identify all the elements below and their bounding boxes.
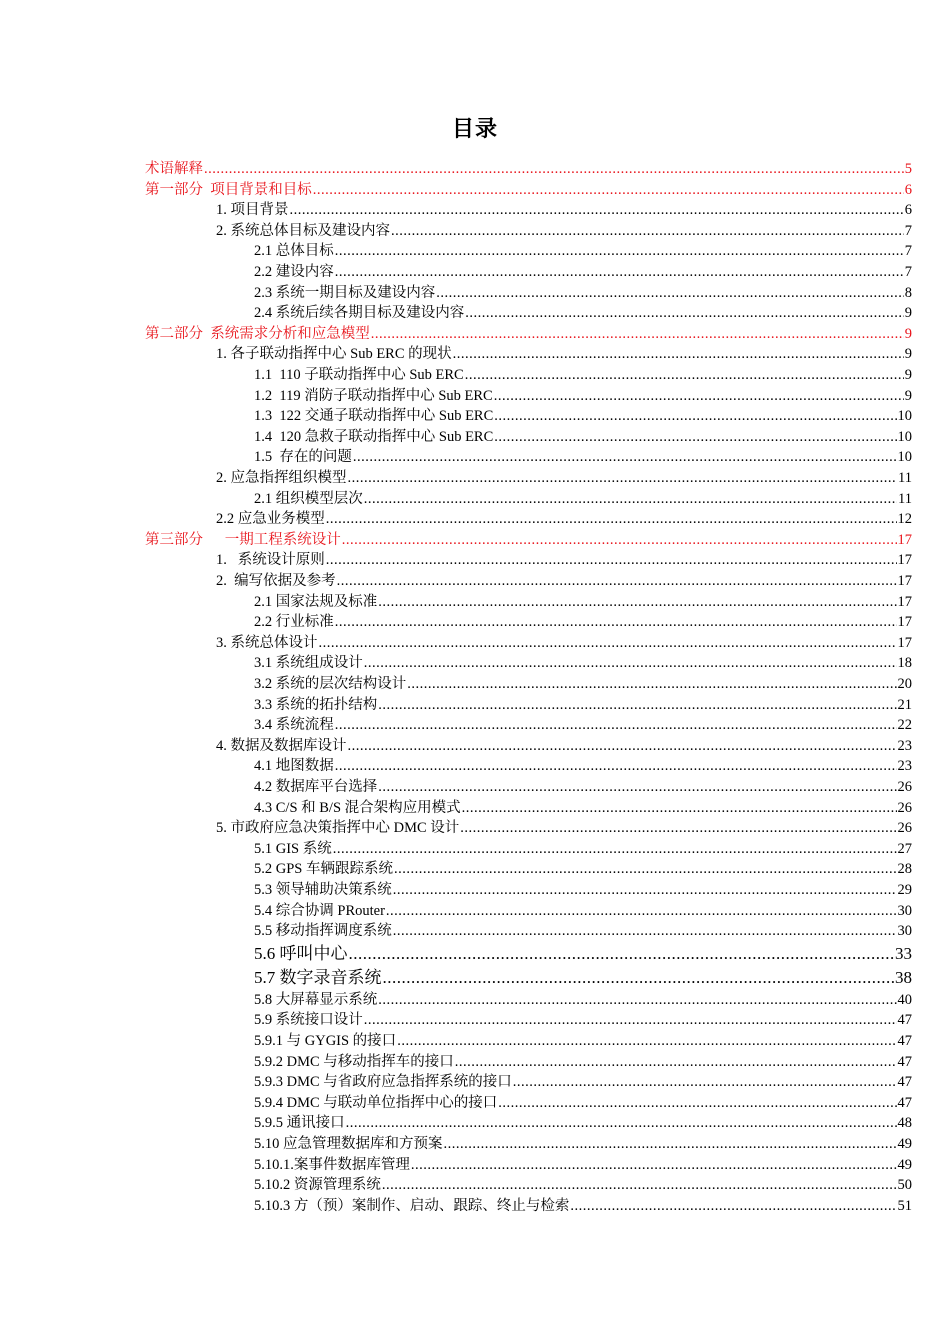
toc-page-number: 7	[904, 222, 912, 239]
toc-entry[interactable]	[216, 819, 912, 837]
toc-dot-leader	[364, 1011, 897, 1029]
toc-page-number: 28	[897, 861, 912, 878]
toc-page-number: 7	[904, 264, 912, 280]
toc-dot-leader	[335, 613, 897, 631]
toc-page-number: 29	[897, 882, 912, 898]
toc-entry[interactable]	[254, 284, 912, 302]
toc-page-number: 7	[904, 243, 912, 260]
toc-entry[interactable]	[254, 1176, 912, 1194]
toc-entry[interactable]	[254, 860, 912, 878]
toc-entry-label: 5.1 GIS 系统	[254, 840, 332, 857]
toc-dot-leader	[462, 799, 897, 817]
toc-dot-leader	[335, 263, 904, 281]
toc-entry-label: 5.2 GPS 车辆跟踪系统	[254, 861, 393, 878]
toc-entry-label: 5.9.2 DMC 与移动指挥车的接口	[254, 1053, 454, 1070]
toc-dot-leader	[436, 284, 904, 302]
toc-dot-leader	[337, 572, 897, 590]
toc-entry[interactable]	[145, 181, 912, 199]
toc-entry-label: 术语解释	[145, 161, 203, 177]
toc-entry[interactable]	[216, 572, 912, 590]
toc-entry[interactable]	[145, 531, 912, 549]
toc-entry-label: 5. 市政府应急决策指挥中心 DMC 设计	[216, 820, 460, 837]
toc-entry-label: 3.3 系统的拓扑结构	[254, 696, 378, 713]
toc-page-number: 9	[904, 387, 912, 404]
toc-entry-label: 5.8 大屏幕显示系统	[254, 991, 378, 1008]
toc-page-number: 8	[904, 284, 912, 301]
toc-dot-leader	[290, 201, 904, 219]
toc-dot-leader	[494, 428, 896, 446]
toc-entry-label: 3. 系统总体设计	[216, 634, 318, 651]
toc-page-number: 51	[897, 1197, 912, 1214]
toc-entry[interactable]	[254, 799, 912, 817]
toc-page-number: 18	[897, 655, 912, 672]
toc-entry[interactable]	[254, 922, 912, 940]
toc-dot-leader	[386, 902, 897, 920]
toc-entry[interactable]	[254, 1135, 912, 1153]
toc-page-number: 21	[897, 696, 912, 713]
toc-dot-leader	[378, 593, 896, 611]
toc-entry[interactable]	[216, 737, 912, 755]
toc-entry-label: 2.1 国家法规及标准	[254, 593, 378, 610]
toc-entry-label: 5.6 呼叫中心	[254, 944, 348, 964]
toc-page-number: 10	[897, 449, 912, 466]
toc-page-number: 40	[897, 991, 912, 1008]
toc-page-number: 20	[897, 676, 912, 692]
toc-entry-label: 4.1 地图数据	[254, 758, 334, 775]
toc-page-number: 17	[897, 593, 912, 610]
toc-entry-label: 5.9 系统接口设计	[254, 1012, 363, 1029]
toc-page-number: 9	[904, 367, 912, 383]
toc-entry-label: 1.1 110 子联动指挥中心 Sub ERC	[254, 367, 464, 383]
toc-dot-leader	[394, 860, 897, 878]
toc-entry[interactable]	[254, 387, 912, 405]
toc-dot-leader	[204, 160, 904, 178]
toc-entry-label: 2. 编写依据及参考	[216, 573, 336, 589]
toc-page-number: 47	[897, 1074, 912, 1091]
toc-entry[interactable]	[254, 1032, 912, 1050]
toc-entry[interactable]	[254, 448, 912, 466]
toc-entry-label: 1. 项目背景	[216, 202, 289, 219]
toc-entry[interactable]	[254, 944, 912, 964]
toc-entry-label: 3.4 系统流程	[254, 717, 334, 734]
toc-page-number: 9	[904, 305, 912, 322]
toc-entry[interactable]	[254, 304, 912, 322]
toc-entry[interactable]	[254, 1053, 912, 1071]
toc-page-number: 9	[904, 346, 912, 363]
toc-entry[interactable]	[254, 696, 912, 714]
toc-entry-label: 2.1 组织模型层次	[254, 490, 363, 507]
toc-entry-label: 2.2 行业标准	[254, 614, 334, 631]
toc-entry-label: 第三部分 一期工程系统设计	[145, 531, 341, 548]
toc-entry-label: 4. 数据及数据库设计	[216, 737, 347, 754]
page-title: 目录	[451, 117, 498, 142]
toc-entry[interactable]	[254, 490, 912, 508]
toc-entry-label: 5.9.3 DMC 与省政府应急指挥系统的接口	[254, 1074, 512, 1091]
toc-dot-leader	[342, 531, 897, 549]
toc-page-number: 30	[897, 923, 912, 940]
toc-dot-leader	[348, 469, 898, 487]
toc-dot-leader	[383, 968, 895, 988]
toc-entry[interactable]	[254, 428, 912, 446]
toc-dot-leader	[465, 304, 904, 322]
toc-entry-label: 3.2 系统的层次结构设计	[254, 676, 407, 692]
toc-entry[interactable]	[254, 716, 912, 734]
toc-page-number: 10	[897, 408, 912, 425]
toc-dot-leader	[444, 1135, 897, 1153]
toc-dot-leader	[353, 448, 897, 466]
toc-entry[interactable]	[145, 325, 912, 343]
toc-entry[interactable]	[216, 345, 912, 363]
toc-page-number: 27	[897, 840, 912, 857]
toc-page-number: 12	[897, 511, 912, 528]
toc-dot-leader	[335, 757, 897, 775]
toc-entry[interactable]	[254, 613, 912, 631]
toc-dot-leader	[364, 490, 897, 508]
toc-entry[interactable]	[254, 1197, 912, 1215]
toc-entry[interactable]	[216, 201, 912, 219]
toc-entry[interactable]	[254, 778, 912, 796]
toc-dot-leader	[326, 551, 897, 569]
toc-entry[interactable]	[254, 1073, 912, 1091]
toc-entry[interactable]	[216, 510, 912, 528]
toc-entry-label: 4.3 C/S 和 B/S 混合架构应用模式	[254, 799, 461, 816]
toc-entry-label: 第一部分 项目背景和目标	[145, 181, 312, 198]
toc-entry[interactable]	[254, 902, 912, 920]
toc-page-number: 49	[897, 1136, 912, 1152]
toc-entry[interactable]	[254, 242, 912, 260]
toc-entry-label: 1.4 120 急救子联动指挥中心 Sub ERC	[254, 428, 494, 445]
toc-page-number: 17	[897, 614, 912, 631]
toc-entry[interactable]	[254, 263, 912, 281]
toc-page-number: 26	[897, 799, 912, 816]
toc-page-number: 17	[897, 634, 912, 651]
toc-page-number: 33	[895, 944, 912, 964]
toc-page-number: 23	[897, 758, 912, 775]
toc-dot-leader	[348, 737, 897, 755]
toc-page-number: 38	[895, 968, 912, 988]
toc-dot-leader	[346, 1114, 897, 1132]
toc-dot-leader	[378, 696, 896, 714]
toc-dot-leader	[513, 1073, 897, 1091]
toc-entry-label: 5.3 领导辅助决策系统	[254, 882, 392, 898]
toc-entry-label: 5.10.1.案事件数据库管理	[254, 1156, 410, 1173]
toc-dot-leader	[335, 242, 904, 260]
toc-entry[interactable]	[216, 634, 912, 652]
toc-entry[interactable]	[254, 1094, 912, 1112]
toc-entry[interactable]	[216, 551, 912, 569]
toc-entry-label: 5.5 移动指挥调度系统	[254, 923, 392, 940]
toc-page-number: 47	[897, 1033, 912, 1049]
toc-page-number: 5	[904, 161, 912, 177]
toc-dot-leader	[378, 991, 896, 1009]
toc-entry-label: 2.2 应急业务模型	[216, 511, 325, 528]
toc-page-number: 49	[897, 1156, 912, 1173]
toc-entry[interactable]	[254, 366, 912, 384]
toc-entry-label: 5.7 数字录音系统	[254, 968, 382, 988]
toc-entry-label: 5.4 综合协调 PRouter	[254, 902, 385, 919]
toc-dot-leader	[364, 654, 897, 672]
toc-dot-leader	[393, 881, 897, 899]
toc-entry-label: 5.10.3 方（预）案制作、启动、跟踪、终止与检索	[254, 1197, 570, 1214]
toc-page-number: 47	[897, 1053, 912, 1070]
toc-entry-label: 5.10 应急管理数据库和方预案	[254, 1136, 443, 1152]
toc-entry-label: 5.9.4 DMC 与联动单位指挥中心的接口	[254, 1094, 498, 1111]
toc-entry[interactable]	[254, 1114, 912, 1132]
toc-dot-leader	[393, 922, 897, 940]
toc-entry[interactable]	[216, 222, 912, 240]
toc-entry[interactable]	[254, 1011, 912, 1029]
toc-page-number: 17	[897, 531, 912, 548]
toc-entry[interactable]	[254, 675, 912, 693]
toc-page-number: 17	[897, 552, 912, 569]
toc-dot-leader	[335, 716, 897, 734]
toc-entry-label: 5.10.2 资源管理系统	[254, 1177, 381, 1194]
toc-dot-leader	[382, 1176, 897, 1194]
toc-entry-label: 2.1 总体目标	[254, 243, 334, 260]
toc-page-number: 50	[897, 1177, 912, 1194]
toc-entry[interactable]	[254, 593, 912, 611]
toc-entry-label: 1. 系统设计原则	[216, 552, 325, 569]
toc-entry[interactable]	[254, 881, 912, 899]
toc-dot-leader	[411, 1156, 897, 1174]
toc-page-number: 48	[897, 1115, 912, 1132]
toc-page-number: 26	[897, 779, 912, 795]
toc-entry-label: 1. 各子联动指挥中心 Sub ERC 的现状	[216, 346, 452, 363]
toc-page-number: 10	[897, 428, 912, 445]
toc-entry[interactable]	[254, 757, 912, 775]
toc-entry[interactable]	[254, 654, 912, 672]
toc-entry-label: 5.9.1 与 GYGIS 的接口	[254, 1033, 397, 1049]
toc-dot-leader	[378, 778, 896, 796]
toc-entry[interactable]	[254, 991, 912, 1009]
toc-dot-leader	[371, 325, 904, 343]
toc-page-number: 23	[897, 737, 912, 754]
toc-entry-label: 2. 系统总体目标及建设内容	[216, 222, 390, 239]
toc-page-number: 6	[904, 202, 912, 219]
toc-dot-leader	[313, 181, 904, 199]
toc-page-number: 22	[897, 717, 912, 734]
toc-dot-leader	[453, 345, 904, 363]
toc-entry-label: 1.2 119 消防子联动指挥中心 Sub ERC	[254, 387, 493, 404]
toc-dot-leader	[326, 510, 897, 528]
toc-page-number: 30	[897, 902, 912, 919]
toc-page-number: 47	[897, 1012, 912, 1029]
toc-entry[interactable]	[254, 1156, 912, 1174]
toc-dot-leader	[494, 407, 896, 425]
toc-entry-label: 5.9.5 通讯接口	[254, 1115, 345, 1132]
toc-entry[interactable]	[216, 469, 912, 487]
toc-dot-leader	[460, 819, 896, 837]
toc-page-number: 11	[898, 490, 912, 507]
toc-entry-label: 1.3 122 交通子联动指挥中心 Sub ERC	[254, 408, 494, 425]
toc-dot-leader	[498, 1094, 896, 1112]
toc-entry-label: 2.2 建设内容	[254, 264, 334, 280]
toc-entry[interactable]	[145, 160, 912, 178]
toc-entry-label: 2.4 系统后续各期目标及建设内容	[254, 305, 465, 322]
toc-dot-leader	[494, 387, 904, 405]
toc-dot-leader	[391, 222, 904, 240]
toc-page-number: 17	[897, 573, 912, 589]
toc-dot-leader	[407, 675, 896, 693]
toc-entry-label: 2. 应急指挥组织模型	[216, 470, 347, 486]
toc-entry[interactable]	[254, 407, 912, 425]
toc-entry[interactable]	[254, 968, 912, 988]
toc-dot-leader	[349, 944, 895, 964]
toc-page-number: 26	[897, 820, 912, 837]
toc-entry-label: 3.1 系统组成设计	[254, 655, 363, 672]
toc-dot-leader	[455, 1053, 897, 1071]
toc-dot-leader	[319, 634, 897, 652]
toc-page-number: 47	[897, 1094, 912, 1111]
toc-page-number: 6	[904, 181, 912, 198]
toc-dot-leader	[397, 1032, 896, 1050]
toc-dot-leader	[333, 840, 897, 858]
toc-page-number: 9	[904, 325, 912, 342]
toc-dot-leader	[465, 366, 904, 384]
toc-entry-label: 1.5 存在的问题	[254, 449, 352, 466]
toc-page-number: 11	[898, 470, 912, 486]
toc-entry-label: 4.2 数据库平台选择	[254, 779, 378, 795]
toc-entry-label: 第二部分 系统需求分析和应急模型	[145, 325, 370, 342]
toc-entry[interactable]	[254, 840, 912, 858]
toc-dot-leader	[570, 1197, 896, 1215]
toc-entry-label: 2.3 系统一期目标及建设内容	[254, 284, 436, 301]
